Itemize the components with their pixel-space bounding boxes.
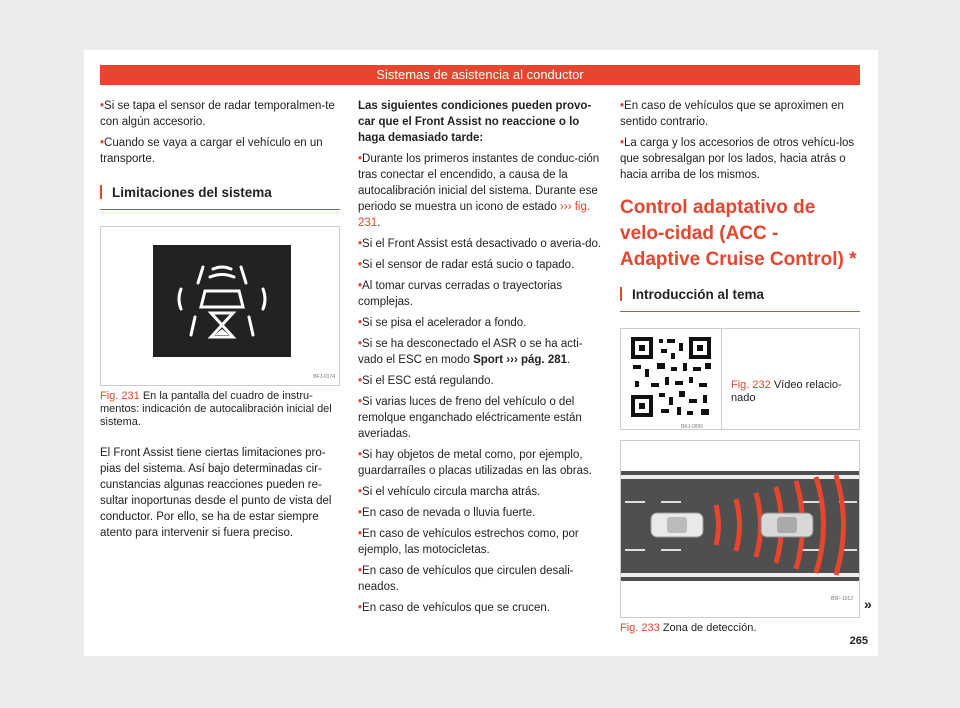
bullet: • Si el ESC está regulando. [358,373,602,389]
bullet: • En caso de vehículos que circulen desali-neados. [358,563,602,595]
section-heading: Introducción al tema [620,287,860,312]
car-icon [761,513,813,537]
figure-caption [731,379,851,405]
figure-231 [100,226,340,386]
bullet: • Si el sensor de radar está sucio o tapado. [358,257,602,273]
page-link[interactable]: Sport ››› pág. 281 [473,354,568,366]
figure-code: B5F-1012 [831,596,853,602]
caption-text: Vídeo relacio-nado [731,379,842,404]
column-2 [358,98,602,621]
chapter-title: Control adaptativo de velo-cidad (ACC - Adaptive Cruise Control) * [620,197,857,270]
bullet: • En caso de vehículos que se crucen. [358,600,602,616]
instrument-display [153,245,291,357]
figure-caption [100,390,340,429]
conditions-heading: Las siguientes condiciones pueden provo-car que el Front Assist no reaccione o lo haga demasiado tarde: [358,100,592,144]
figure-link[interactable]: ››› fig. 231 [358,201,591,229]
bullet: • La carga y los accesorios de otros vehícu-los que sobresalgan por los lados, hacia atrás o hacia arriba de los mismos. [620,135,860,183]
bullet: • Si se ha desconectado el ASR o se ha acti-vado el ESC en modo Sport ››› pág. 281. [358,336,602,368]
figure-number: Fig. 233 [620,622,660,634]
bullet: • En caso de vehículos estrechos como, por ejemplo, las motocicletas. [358,526,602,558]
caption-text: Zona de detección. [662,622,757,634]
page-number: 265 [849,635,868,647]
figure-232 [620,328,860,430]
bullet: • Si se pisa el acelerador a fondo. [358,315,602,331]
bullet: • Cuando se vaya a cargar el vehículo en un transporte. [100,135,340,167]
autocalibration-icon [153,245,291,357]
figure-233 [620,440,860,618]
figure-number: Fig. 231 [100,390,140,402]
bullet: • Durante los primeros instantes de conduc-ción tras conectar el encendido, a causa de la autocalibración inicial del sistema. Durante ese periodo se muestra un icono de estado ››› fig. 231. [358,151,602,231]
section-heading: Limitaciones del sistema [100,185,340,210]
qr-icon [621,329,721,429]
figure-number: Fig. 232 [731,379,771,391]
qr-code-label: BKJ-0099 [681,424,703,430]
car-icon [651,513,703,537]
bullet: • Si se tapa el sensor de radar temporalmen-te con algún accesorio. [100,98,340,130]
bullet: • Si el Front Assist está desactivado o averia-do. [358,236,602,252]
figure-caption [620,622,860,635]
page-header: Sistemas de asistencia al conductor [100,65,860,85]
qr-code[interactable] [621,329,722,429]
bullet: • Si el vehículo circula marcha atrás. [358,484,602,500]
column-1 [100,98,340,546]
figure-code: BFJ-0174 [313,374,335,380]
bullet: • Si hay objetos de metal como, por ejemplo, guardarraíles o placas utilizadas en las obras. [358,447,602,479]
continue-arrow: » [864,596,872,612]
bullet: • En caso de nevada o lluvia fuerte. [358,505,602,521]
detection-zone-illustration [621,441,859,617]
bullet: • En caso de vehículos que se aproximen en sentido contrario. [620,98,860,130]
bullet: • Si varias luces de freno del vehículo o del remolque enganchado eléctricamente están averiadas. [358,394,602,442]
paragraph: El Front Assist tiene ciertas limitaciones pro-pias del sistema. Así bajo determinadas cir-cunstancias algunas reacciones pueden re-sultar inoportunas desde el punto de vista del conductor. Por ello, se ha de estar siempre atento para intervenir si fuera preciso. [100,447,332,539]
caption-text: En la pantalla del cuadro de instru-mentos: indicación de autocalibración inicial del sistema. [100,390,332,428]
bullet: • Al tomar curvas cerradas o trayectorias complejas. [358,278,602,310]
column-3 [620,98,860,635]
